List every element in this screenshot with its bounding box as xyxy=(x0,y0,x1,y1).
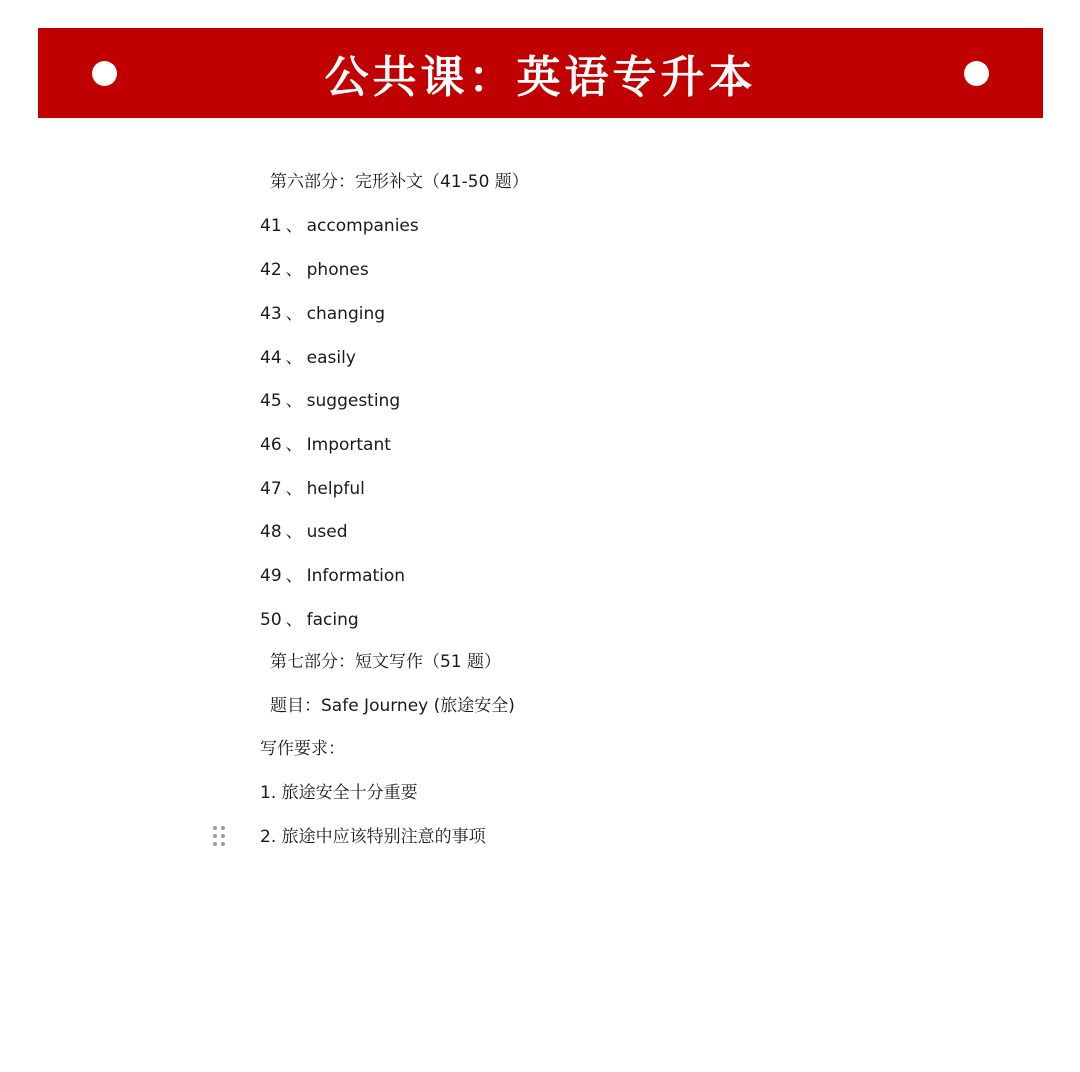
answer-word: suggesting xyxy=(306,391,401,411)
answer-number: 44 xyxy=(260,348,282,368)
answer-number: 42 xyxy=(260,260,282,280)
answer-number: 45 xyxy=(260,391,282,411)
answer-number: 49 xyxy=(260,566,282,586)
answer-item xyxy=(260,258,369,282)
answer-item xyxy=(260,433,391,457)
answer-separator: 、 xyxy=(285,260,303,280)
answer-number: 50 xyxy=(260,610,282,630)
section-heading-6: 第六部分：完形补文（41-50 题） xyxy=(270,172,529,192)
drag-handle-icon[interactable] xyxy=(213,826,227,848)
answer-word: phones xyxy=(306,260,369,280)
answer-item xyxy=(260,214,419,238)
answer-item xyxy=(260,302,385,326)
answer-separator: 、 xyxy=(285,566,303,586)
answer-item xyxy=(260,520,348,544)
answer-word: helpful xyxy=(306,479,365,499)
answer-number: 43 xyxy=(260,304,282,324)
answer-word: changing xyxy=(306,304,386,324)
answer-word: used xyxy=(306,522,348,542)
answer-separator: 、 xyxy=(285,610,303,630)
answer-number: 47 xyxy=(260,479,282,499)
answer-separator: 、 xyxy=(285,479,303,499)
answer-word: accompanies xyxy=(306,216,419,236)
answer-number: 41 xyxy=(260,216,282,236)
requirements-label: 写作要求： xyxy=(260,739,345,759)
section-heading-7: 第七部分：短文写作（51 题） xyxy=(270,652,502,672)
answer-item xyxy=(260,346,356,370)
answer-word: easily xyxy=(306,348,356,368)
answer-separator: 、 xyxy=(285,435,303,455)
answer-item xyxy=(260,389,400,413)
answer-item xyxy=(260,477,365,501)
page-title: 公共课：英语专升本 xyxy=(324,52,757,103)
answer-item xyxy=(260,564,405,588)
essay-topic: 题目：Safe Journey (旅途安全) xyxy=(270,696,515,716)
answer-separator: 、 xyxy=(285,348,303,368)
answer-separator: 、 xyxy=(285,522,303,542)
answer-number: 48 xyxy=(260,522,282,542)
answer-word: Information xyxy=(306,566,406,586)
answer-item xyxy=(260,608,359,632)
answer-separator: 、 xyxy=(285,304,303,324)
answer-separator: 、 xyxy=(285,216,303,236)
answer-separator: 、 xyxy=(285,391,303,411)
answer-word: Important xyxy=(306,435,391,455)
requirement-item: 2. 旅途中应该特别注意的事项 xyxy=(260,827,486,847)
answer-number: 46 xyxy=(260,435,282,455)
requirement-item: 1. 旅途安全十分重要 xyxy=(260,783,418,803)
answer-word: facing xyxy=(306,610,359,630)
